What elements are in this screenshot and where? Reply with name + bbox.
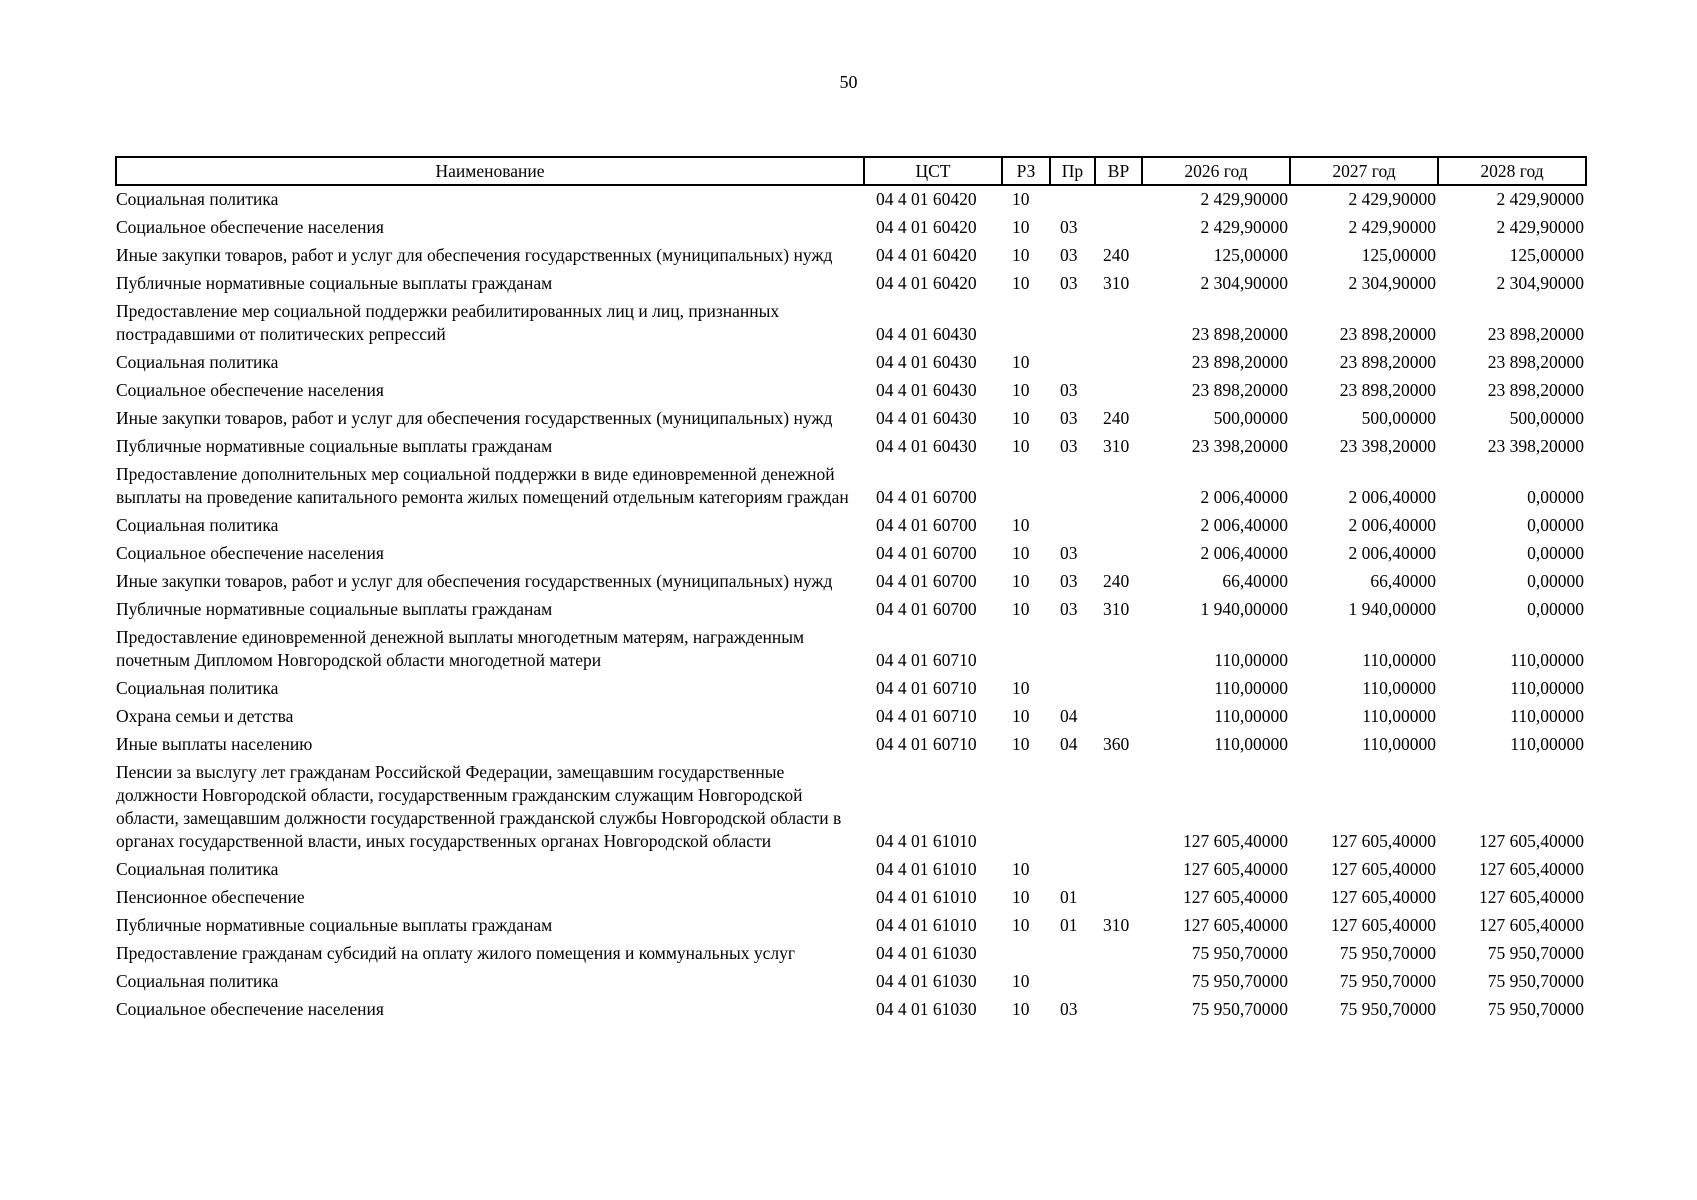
cell-y2027: 110,00000 bbox=[1362, 734, 1436, 754]
header-2027: 2027 год bbox=[1290, 157, 1438, 185]
page-number: 50 bbox=[839, 72, 858, 92]
table-row bbox=[116, 596, 1586, 624]
cell-pr: 03 bbox=[1060, 436, 1078, 456]
cell-rz: 10 bbox=[1012, 515, 1030, 535]
cell-y2028: 500,00000 bbox=[1509, 408, 1584, 428]
cell-rz: 10 bbox=[1012, 999, 1030, 1019]
cell-pr: 03 bbox=[1060, 380, 1078, 400]
cell-y2026: 66,40000 bbox=[1222, 571, 1288, 591]
cell-cst: 04 4 01 60430 bbox=[876, 408, 977, 428]
cell-name: Иные выплаты населению bbox=[116, 734, 313, 754]
cell-y2026: 23 398,20000 bbox=[1191, 436, 1288, 456]
header-name: Наименование bbox=[116, 157, 864, 185]
cell-pr bbox=[1050, 624, 1095, 675]
cell-name: Социальное обеспечение населения bbox=[116, 999, 384, 1019]
cell-y2027: 110,00000 bbox=[1362, 678, 1436, 698]
cell-cst: 04 4 01 60700 bbox=[876, 571, 977, 591]
cell-rz: 10 bbox=[1012, 599, 1030, 619]
cell-y2027: 23 898,20000 bbox=[1339, 324, 1436, 344]
cell-rz: 10 bbox=[1012, 734, 1030, 754]
cell-pr bbox=[1050, 349, 1095, 377]
table-row bbox=[116, 996, 1586, 1024]
cell-y2026: 125,00000 bbox=[1213, 245, 1288, 265]
header-cst: ЦСТ bbox=[864, 157, 1002, 185]
cell-vr bbox=[1095, 940, 1142, 968]
cell-y2027: 110,00000 bbox=[1362, 650, 1436, 670]
cell-y2028: 0,00000 bbox=[1527, 571, 1584, 591]
table-row bbox=[116, 568, 1586, 596]
table-row bbox=[116, 940, 1586, 968]
cell-rz: 10 bbox=[1012, 706, 1030, 726]
cell-y2027: 2 429,90000 bbox=[1348, 217, 1436, 237]
cell-vr bbox=[1095, 856, 1142, 884]
cell-rz: 10 bbox=[1012, 273, 1030, 293]
cell-vr: 240 bbox=[1103, 408, 1130, 428]
cell-y2028: 23 898,20000 bbox=[1487, 324, 1584, 344]
cell-y2026: 500,00000 bbox=[1213, 408, 1288, 428]
cell-y2027: 2 006,40000 bbox=[1348, 487, 1436, 507]
cell-name: Социальное обеспечение населения bbox=[116, 217, 384, 237]
cell-y2028: 0,00000 bbox=[1527, 515, 1584, 535]
cell-vr bbox=[1095, 377, 1142, 405]
cell-y2026: 2 006,40000 bbox=[1200, 487, 1288, 507]
cell-cst: 04 4 01 60700 bbox=[876, 487, 977, 507]
cell-pr bbox=[1050, 759, 1095, 856]
cell-rz: 10 bbox=[1012, 380, 1030, 400]
cell-cst: 04 4 01 60700 bbox=[876, 599, 977, 619]
header-pr: Пр bbox=[1050, 157, 1095, 185]
cell-vr bbox=[1095, 298, 1142, 349]
table-row bbox=[116, 884, 1586, 912]
cell-y2028: 75 950,70000 bbox=[1487, 943, 1584, 963]
table-row bbox=[116, 377, 1586, 405]
cell-name: Пенсионное обеспечение bbox=[116, 887, 305, 907]
cell-name: Публичные нормативные социальные выплаты гражданам bbox=[116, 273, 553, 293]
cell-pr: 03 bbox=[1060, 273, 1078, 293]
cell-name: Охрана семьи и детства bbox=[116, 706, 294, 726]
cell-pr bbox=[1050, 968, 1095, 996]
cell-name: Социальная политика bbox=[116, 678, 279, 698]
cell-y2026: 23 898,20000 bbox=[1191, 380, 1288, 400]
cell-cst: 04 4 01 61030 bbox=[876, 999, 977, 1019]
cell-vr: 240 bbox=[1103, 245, 1130, 265]
header-rz: РЗ bbox=[1002, 157, 1050, 185]
cell-cst: 04 4 01 60710 bbox=[876, 678, 977, 698]
cell-cst: 04 4 01 61030 bbox=[876, 971, 977, 991]
cell-y2026: 23 898,20000 bbox=[1191, 352, 1288, 372]
cell-vr: 310 bbox=[1103, 436, 1130, 456]
cell-y2028: 23 898,20000 bbox=[1487, 380, 1584, 400]
cell-cst: 04 4 01 60710 bbox=[876, 706, 977, 726]
cell-y2027: 23 898,20000 bbox=[1339, 352, 1436, 372]
cell-y2026: 110,00000 bbox=[1214, 734, 1288, 754]
cell-pr: 03 bbox=[1060, 408, 1078, 428]
table-row bbox=[116, 540, 1586, 568]
cell-cst: 04 4 01 61030 bbox=[876, 943, 977, 963]
cell-y2026: 110,00000 bbox=[1214, 706, 1288, 726]
cell-y2028: 127 605,40000 bbox=[1479, 831, 1584, 851]
cell-rz bbox=[1002, 461, 1050, 512]
cell-cst: 04 4 01 60700 bbox=[876, 543, 977, 563]
cell-vr bbox=[1095, 968, 1142, 996]
cell-pr: 03 bbox=[1060, 999, 1078, 1019]
cell-y2026: 75 950,70000 bbox=[1191, 971, 1288, 991]
cell-cst: 04 4 01 60700 bbox=[876, 515, 977, 535]
cell-pr: 04 bbox=[1060, 734, 1078, 754]
cell-rz bbox=[1002, 624, 1050, 675]
table-row bbox=[116, 512, 1586, 540]
cell-y2027: 2 429,90000 bbox=[1348, 189, 1436, 209]
cell-rz: 10 bbox=[1012, 915, 1030, 935]
table-row bbox=[116, 461, 1586, 512]
cell-y2028: 127 605,40000 bbox=[1479, 859, 1584, 879]
cell-pr: 03 bbox=[1060, 217, 1078, 237]
cell-y2026: 75 950,70000 bbox=[1191, 999, 1288, 1019]
cell-y2027: 75 950,70000 bbox=[1339, 943, 1436, 963]
cell-name: Иные закупки товаров, работ и услуг для обеспечения государственных (муниципальных) нужд bbox=[116, 245, 833, 265]
table-row bbox=[116, 349, 1586, 377]
cell-pr bbox=[1050, 675, 1095, 703]
cell-y2026: 2 429,90000 bbox=[1200, 189, 1288, 209]
cell-y2028: 23 398,20000 bbox=[1487, 436, 1584, 456]
cell-cst: 04 4 01 61010 bbox=[876, 859, 977, 879]
cell-pr: 04 bbox=[1060, 706, 1078, 726]
cell-rz: 10 bbox=[1012, 408, 1030, 428]
cell-pr bbox=[1050, 512, 1095, 540]
cell-y2028: 110,00000 bbox=[1510, 706, 1584, 726]
cell-y2027: 127 605,40000 bbox=[1331, 859, 1436, 879]
cell-y2027: 127 605,40000 bbox=[1331, 915, 1436, 935]
cell-rz: 10 bbox=[1012, 571, 1030, 591]
cell-y2026: 2 304,90000 bbox=[1200, 273, 1288, 293]
cell-vr bbox=[1095, 185, 1142, 214]
cell-rz: 10 bbox=[1012, 859, 1030, 879]
cell-name: Публичные нормативные социальные выплаты гражданам bbox=[116, 915, 553, 935]
cell-cst: 04 4 01 60420 bbox=[876, 217, 977, 237]
cell-cst: 04 4 01 60420 bbox=[876, 273, 977, 293]
header-2028: 2028 год bbox=[1438, 157, 1586, 185]
cell-vr bbox=[1095, 349, 1142, 377]
cell-y2026: 2 429,90000 bbox=[1200, 217, 1288, 237]
cell-vr bbox=[1095, 214, 1142, 242]
table-row bbox=[116, 185, 1586, 214]
cell-y2027: 75 950,70000 bbox=[1339, 999, 1436, 1019]
cell-y2026: 110,00000 bbox=[1214, 650, 1288, 670]
cell-y2027: 2 006,40000 bbox=[1348, 515, 1436, 535]
cell-y2028: 110,00000 bbox=[1510, 678, 1584, 698]
cell-name: Социальная политика bbox=[116, 515, 279, 535]
cell-name: Предоставление мер социальной поддержки реабилитированных лиц и лиц, признанных пострадавшими от политических репрессий bbox=[116, 301, 780, 344]
cell-pr: 01 bbox=[1060, 915, 1078, 935]
cell-rz bbox=[1002, 759, 1050, 856]
cell-rz: 10 bbox=[1012, 971, 1030, 991]
table-body bbox=[116, 185, 1586, 1024]
cell-name: Социальная политика bbox=[116, 189, 279, 209]
cell-rz bbox=[1002, 298, 1050, 349]
cell-y2028: 75 950,70000 bbox=[1487, 999, 1584, 1019]
cell-vr bbox=[1095, 884, 1142, 912]
cell-y2028: 2 429,90000 bbox=[1496, 189, 1584, 209]
cell-rz bbox=[1002, 940, 1050, 968]
cell-vr: 310 bbox=[1103, 273, 1130, 293]
cell-y2027: 500,00000 bbox=[1361, 408, 1436, 428]
cell-y2028: 127 605,40000 bbox=[1479, 915, 1584, 935]
cell-y2027: 125,00000 bbox=[1361, 245, 1436, 265]
cell-cst: 04 4 01 60430 bbox=[876, 436, 977, 456]
cell-y2027: 127 605,40000 bbox=[1331, 887, 1436, 907]
cell-name: Предоставление дополнительных мер социальной поддержки в виде единовременной денежной выплаты на проведение капитального ремонта жилых помещений отдельным категориям граждан bbox=[116, 464, 849, 507]
cell-cst: 04 4 01 61010 bbox=[876, 831, 977, 851]
cell-name: Публичные нормативные социальные выплаты гражданам bbox=[116, 599, 553, 619]
cell-cst: 04 4 01 61010 bbox=[876, 915, 977, 935]
cell-cst: 04 4 01 60420 bbox=[876, 245, 977, 265]
cell-y2028: 110,00000 bbox=[1510, 734, 1584, 754]
cell-rz: 10 bbox=[1012, 678, 1030, 698]
cell-y2027: 2 006,40000 bbox=[1348, 543, 1436, 563]
cell-y2026: 75 950,70000 bbox=[1191, 943, 1288, 963]
cell-y2027: 75 950,70000 bbox=[1339, 971, 1436, 991]
cell-cst: 04 4 01 60710 bbox=[876, 734, 977, 754]
cell-cst: 04 4 01 60420 bbox=[876, 189, 977, 209]
cell-y2026: 1 940,00000 bbox=[1200, 599, 1288, 619]
cell-rz: 10 bbox=[1012, 436, 1030, 456]
table-row bbox=[116, 270, 1586, 298]
cell-cst: 04 4 01 60710 bbox=[876, 650, 977, 670]
cell-y2027: 23 398,20000 bbox=[1339, 436, 1436, 456]
cell-y2026: 2 006,40000 bbox=[1200, 543, 1288, 563]
cell-name: Предоставление гражданам субсидий на оплату жилого помещения и коммунальных услуг bbox=[116, 943, 796, 963]
cell-vr bbox=[1095, 461, 1142, 512]
cell-y2027: 66,40000 bbox=[1370, 571, 1436, 591]
table-row bbox=[116, 912, 1586, 940]
cell-vr bbox=[1095, 996, 1142, 1024]
cell-name: Социальная политика bbox=[116, 971, 279, 991]
cell-cst: 04 4 01 61010 bbox=[876, 887, 977, 907]
cell-y2027: 23 898,20000 bbox=[1339, 380, 1436, 400]
cell-name: Иные закупки товаров, работ и услуг для обеспечения государственных (муниципальных) нужд bbox=[116, 571, 833, 591]
cell-y2026: 110,00000 bbox=[1214, 678, 1288, 698]
cell-vr bbox=[1095, 512, 1142, 540]
cell-pr bbox=[1050, 185, 1095, 214]
table-row bbox=[116, 242, 1586, 270]
cell-pr: 03 bbox=[1060, 571, 1078, 591]
cell-rz: 10 bbox=[1012, 189, 1030, 209]
cell-rz: 10 bbox=[1012, 245, 1030, 265]
cell-rz: 10 bbox=[1012, 217, 1030, 237]
table-row bbox=[116, 675, 1586, 703]
cell-y2028: 0,00000 bbox=[1527, 487, 1584, 507]
cell-cst: 04 4 01 60430 bbox=[876, 324, 977, 344]
cell-y2026: 2 006,40000 bbox=[1200, 515, 1288, 535]
cell-pr bbox=[1050, 856, 1095, 884]
cell-pr: 03 bbox=[1060, 599, 1078, 619]
cell-pr bbox=[1050, 461, 1095, 512]
header-vr: ВР bbox=[1095, 157, 1142, 185]
cell-y2027: 1 940,00000 bbox=[1348, 599, 1436, 619]
cell-name: Предоставление единовременной денежной выплаты многодетным матерям, награжденным почетным Дипломом Новгородской области многодетной матери bbox=[116, 627, 805, 670]
cell-vr bbox=[1095, 759, 1142, 856]
cell-vr bbox=[1095, 624, 1142, 675]
cell-y2026: 23 898,20000 bbox=[1191, 324, 1288, 344]
table-row bbox=[116, 703, 1586, 731]
cell-y2027: 110,00000 bbox=[1362, 706, 1436, 726]
cell-name: Социальная политика bbox=[116, 859, 279, 879]
cell-pr: 03 bbox=[1060, 543, 1078, 563]
cell-y2028: 127 605,40000 bbox=[1479, 887, 1584, 907]
table-row bbox=[116, 968, 1586, 996]
cell-pr: 03 bbox=[1060, 245, 1078, 265]
table-row bbox=[116, 405, 1586, 433]
cell-pr: 01 bbox=[1060, 887, 1078, 907]
budget-table bbox=[115, 156, 1587, 1024]
cell-cst: 04 4 01 60430 bbox=[876, 380, 977, 400]
cell-rz: 10 bbox=[1012, 543, 1030, 563]
table-row bbox=[116, 214, 1586, 242]
cell-y2028: 110,00000 bbox=[1510, 650, 1584, 670]
header-2026: 2026 год bbox=[1142, 157, 1290, 185]
cell-vr bbox=[1095, 540, 1142, 568]
cell-rz: 10 bbox=[1012, 887, 1030, 907]
cell-name: Социальное обеспечение населения bbox=[116, 543, 384, 563]
cell-vr: 240 bbox=[1103, 571, 1130, 591]
table-row bbox=[116, 856, 1586, 884]
cell-cst: 04 4 01 60430 bbox=[876, 352, 977, 372]
cell-y2028: 2 304,90000 bbox=[1496, 273, 1584, 293]
cell-y2028: 2 429,90000 bbox=[1496, 217, 1584, 237]
cell-vr: 310 bbox=[1103, 599, 1130, 619]
cell-y2028: 0,00000 bbox=[1527, 543, 1584, 563]
cell-y2028: 23 898,20000 bbox=[1487, 352, 1584, 372]
table-row bbox=[116, 731, 1586, 759]
cell-y2026: 127 605,40000 bbox=[1183, 831, 1288, 851]
table-row bbox=[116, 759, 1586, 856]
cell-vr bbox=[1095, 703, 1142, 731]
cell-y2028: 125,00000 bbox=[1509, 245, 1584, 265]
cell-name: Иные закупки товаров, работ и услуг для обеспечения государственных (муниципальных) нужд bbox=[116, 408, 833, 428]
cell-y2026: 127 605,40000 bbox=[1183, 887, 1288, 907]
cell-y2027: 127 605,40000 bbox=[1331, 831, 1436, 851]
cell-rz: 10 bbox=[1012, 352, 1030, 372]
table-row bbox=[116, 624, 1586, 675]
cell-y2026: 127 605,40000 bbox=[1183, 859, 1288, 879]
cell-vr bbox=[1095, 675, 1142, 703]
table-header bbox=[116, 157, 1586, 185]
cell-pr bbox=[1050, 298, 1095, 349]
cell-name: Социальная политика bbox=[116, 352, 279, 372]
cell-name: Социальное обеспечение населения bbox=[116, 380, 384, 400]
table-row bbox=[116, 433, 1586, 461]
cell-y2028: 0,00000 bbox=[1527, 599, 1584, 619]
table-row bbox=[116, 298, 1586, 349]
cell-vr: 360 bbox=[1103, 734, 1130, 754]
cell-name: Публичные нормативные социальные выплаты гражданам bbox=[116, 436, 553, 456]
cell-vr: 310 bbox=[1103, 915, 1130, 935]
cell-y2026: 127 605,40000 bbox=[1183, 915, 1288, 935]
cell-pr bbox=[1050, 940, 1095, 968]
cell-y2028: 75 950,70000 bbox=[1487, 971, 1584, 991]
cell-name: Пенсии за выслугу лет гражданам Российской Федерации, замещавшим государственные должности Новгородской области, государственным гражданским служащим Новгородской области, замещавшим должности государственной гражданской службы Новгородской области в органах государственной власти, иных государственных органах Новгородской области bbox=[116, 762, 842, 851]
cell-y2027: 2 304,90000 bbox=[1348, 273, 1436, 293]
